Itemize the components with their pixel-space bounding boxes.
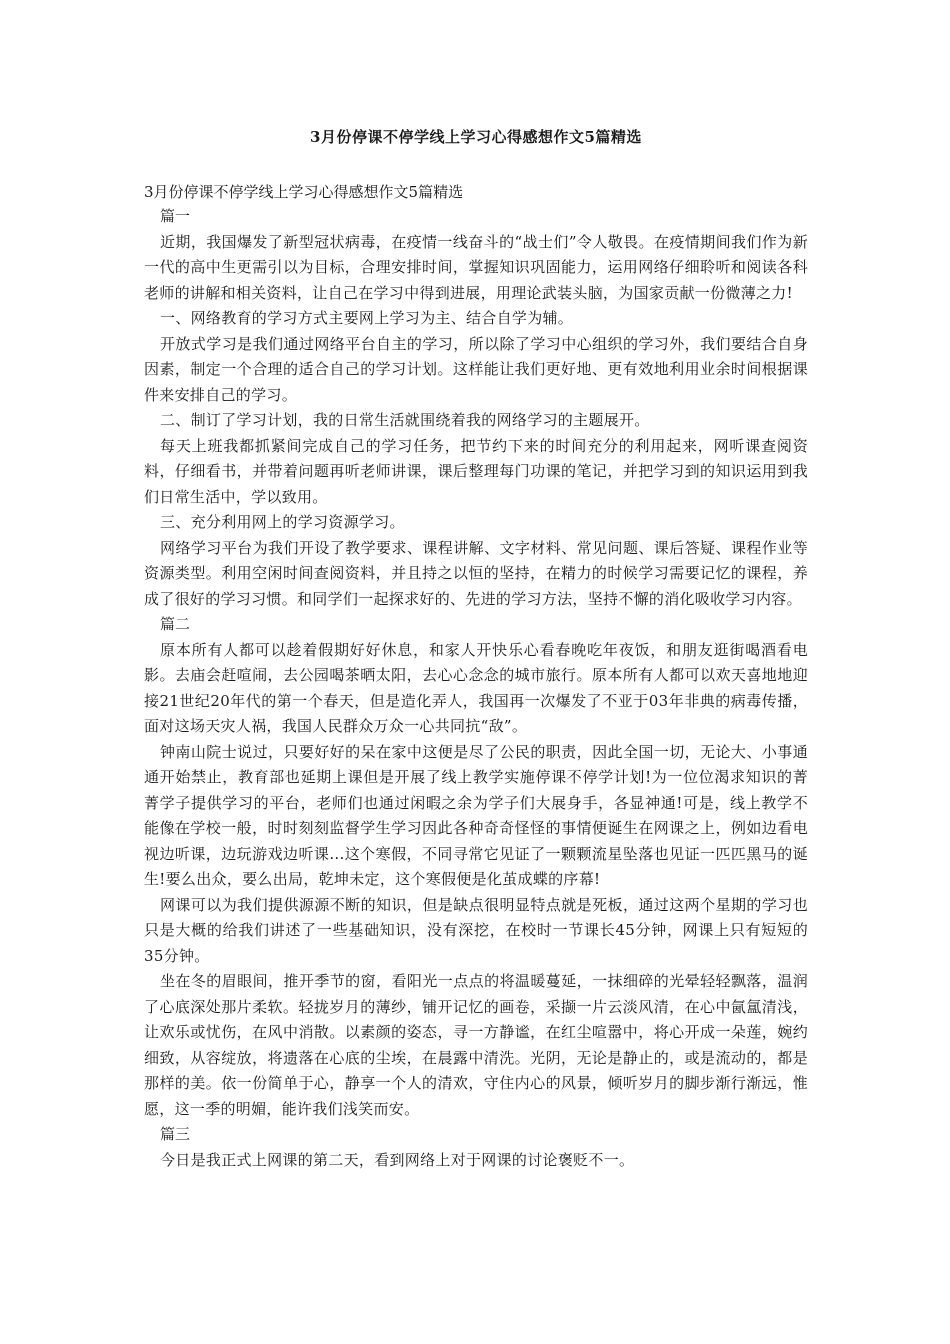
paragraph: 开放式学习是我们通过网络平台自主的学习，所以除了学习中心组织的学习外，我们要结合自身因素，制定一个合理的适合自己的学习计划。这样能让我们更好地、更有效地利用业余时间根据课件来安排自己的学习。 [144,334,808,404]
paragraph: 一、网络教育的学习方式主要网上学习为主、结合自学为辅。 [160,309,574,327]
document-body [144,204,808,1173]
document-title: 3月份停课不停学线上学习心得感想作文5篇精选 [310,128,642,146]
paragraph: 每天上班我都抓紧间完成自己的学习任务，把节约下来的时间充分的利用起来，网听课查阅资料，仔细看书，并带着问题再听老师讲课，课后整理每门功课的笔记，并把学习到的知识运用到我们日常生活中，学以致用。 [144,436,808,506]
paragraph: 三、充分利用网上的学习资源学习。 [160,513,405,531]
paragraph: 网课可以为我们提供源源不断的知识，但是缺点很明显特点就是死板，通过这两个星期的学习也只是大概的给我们讲述了一些基础知识，没有深挖，在校时一节课长45分钟，网课上只有短短的35分钟。 [144,895,808,965]
paragraph: 原本所有人都可以趁着假期好好休息，和家人开快乐心看春晚吃年夜饭，和朋友逛街喝酒看电影。去庙会赶喧闹，去公园喝茶晒太阳，去心心念念的城市旅行。原本所有人都可以欢天喜地地迎接21世纪20年代的第一个春天，但是造化弄人，我国再一次爆发了不亚于03年非典的病毒传播，面对这场天灾人祸，我国人民群众万众一心共同抗“敌”。 [144,640,808,735]
paragraph: 近期，我国爆发了新型冠状病毒，在疫情一线奋斗的“战士们”令人敬畏。在疫情期间我们作为新一代的高中生更需引以为目标，合理安排时间，掌握知识巩固能力，运用网络仔细聆听和阅读各科老师的讲解和相关资料，让自己在学习中得到进展，用理论武装头脑，为国家贡献一份微薄之力! [144,232,808,302]
document-lead-line: 3月份停课不停学线上学习心得感想作文5篇精选 [144,183,464,201]
paragraph: 二、制订了学习计划，我的日常生活就围绕着我的网络学习的主题展开。 [160,411,650,429]
paragraph: 今日是我正式上网课的第二天，看到网络上对于网课的讨论褒贬不一。 [160,1150,635,1169]
section-heading: 篇二 [160,615,191,633]
paragraph: 网络学习平台为我们开设了教学要求、课程讲解、文字材料、常见问题、课后答疑、课程作业等资源类型。利用空闲时间查阅资料，并且持之以恒的坚持，在精力的时候学习需要记忆的课程，养成了很好的学习习惯。和同学们一起探求好的、先进的学习方法，坚持不懈的消化吸收学习内容。 [144,538,808,608]
section-heading: 篇一 [160,207,191,225]
section-heading: 篇三 [160,1125,191,1143]
paragraph: 钟南山院士说过，只要好好的呆在家中这便是尽了公民的职责，因此全国一切，无论大、小事通通开始禁止，教育部也延期上课但是开展了线上教学实施停课不停学计划!为一位位渴求知识的菁菁学子提供学习的平台，老师们也通过闲暇之余为学子们大展身手，各显神通!可是，线上教学不能像在学校一般，时时刻刻监督学生学习因此各种奇奇怪怪的事情便诞生在网课之上，例如边看电视边听课，边玩游戏边听课...这个寒假，不同寻常它见证了一颗颗流星坠落也见证一匹匹黑马的诞生!要么出众，要么出局，乾坤未定，这个寒假便是化茧成蝶的序幕! [144,742,808,888]
paragraph: 坐在冬的眉眼间，推开季节的窗，看阳光一点点的将温暖蔓延，一抹细碎的光晕轻轻飘落，温润了心底深处那片柔软。轻拢岁月的薄纱，铺开记忆的画卷，采撷一片云淡风清，在心中氤氲清浅，让欢乐或忧伤，在风中消散。以素颜的姿态，寻一方静谧，在红尘喧嚣中，将心开成一朵莲，婉约细致，从容绽放，将遗落在心底的尘埃，在晨露中清洗。光阴，无论是静止的，或是流动的，都是那样的美。依一份简单于心，静享一个人的清欢，守住内心的风景，倾听岁月的脚步渐行渐远，惟愿，这一季的明媚，能许我们浅笑而安。 [144,972,808,1118]
